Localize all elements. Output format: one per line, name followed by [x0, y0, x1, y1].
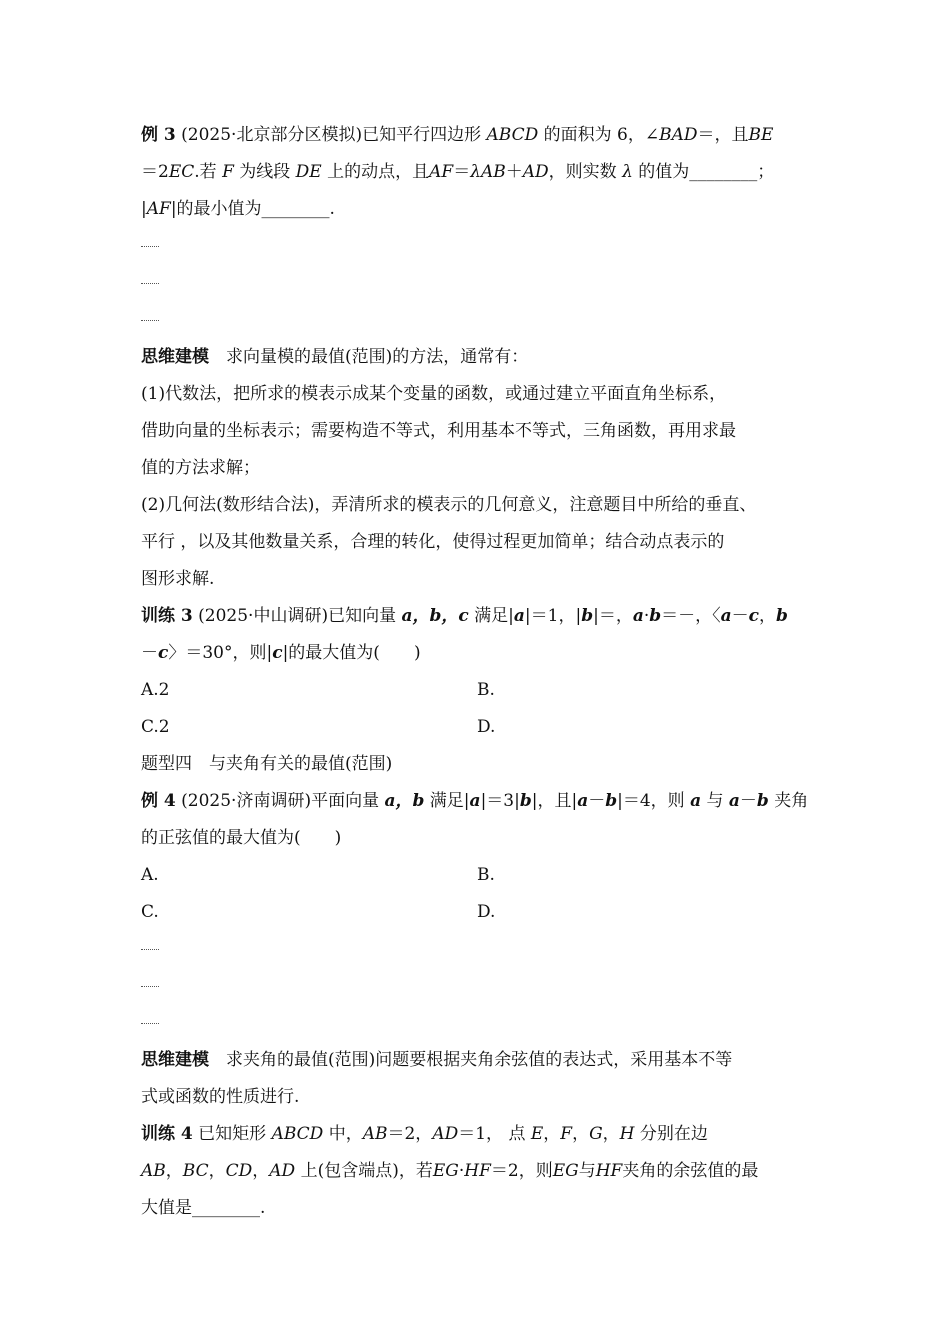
text: － [731, 606, 749, 626]
options-row [141, 709, 813, 746]
math-var: BC [182, 1161, 209, 1181]
example-3-label: 例 3 [141, 125, 176, 145]
model-2-line-2: 式或函数的性质进行. [141, 1087, 300, 1107]
math-var: a [632, 606, 644, 626]
text: － [588, 791, 606, 811]
text: ＝，且 [697, 125, 749, 145]
model-2-line-1 [141, 1042, 813, 1079]
example-4-line-1 [141, 783, 813, 820]
math-var: AF [146, 199, 171, 219]
math-var: H [619, 1124, 635, 1144]
math-var: b [756, 791, 769, 811]
text: .若 [194, 162, 223, 182]
section-title: 题型四 与夹角有关的最值(范围) [141, 754, 393, 774]
training-label: 训练 4 [141, 1124, 193, 1144]
text: |＝， [593, 606, 633, 626]
math-var: b [776, 606, 788, 626]
option-a: A. [141, 865, 159, 885]
text: 与 [578, 1161, 596, 1181]
math-var: E [530, 1124, 544, 1144]
options-row [141, 857, 813, 894]
math-var: EG [432, 1161, 459, 1181]
text: 分别在边 [634, 1124, 708, 1144]
text: 的面积为 6，∠ [538, 125, 660, 145]
text: 夹角的余弦值的最 [622, 1161, 759, 1181]
math-var: a，b，c [401, 606, 469, 626]
math-var: ABCD [486, 125, 539, 145]
math-var: AD [432, 1124, 459, 1144]
option-d: D. [477, 902, 496, 922]
example-3-line-2 [141, 154, 813, 191]
math-var: F [560, 1124, 573, 1144]
math-var: AD [269, 1161, 296, 1181]
example-3-line-3 [141, 191, 813, 228]
text: ＝2 [141, 162, 169, 182]
math-var: b [519, 791, 532, 811]
text: ， [759, 606, 777, 626]
dotted-line [141, 931, 813, 968]
text: － [141, 643, 158, 663]
text: ， [252, 1161, 270, 1181]
text: 〉＝30°，则| [168, 643, 273, 663]
math-var: HF [464, 1161, 491, 1181]
text: 平面向量 [311, 791, 385, 811]
option-c: C. [141, 902, 159, 922]
model-label: 思维建模 [141, 1050, 209, 1070]
text: ＝2，则 [490, 1161, 553, 1181]
option-a: A.2 [141, 680, 170, 700]
math-var: a [720, 606, 732, 626]
math-var: λAB [470, 162, 506, 182]
math-var: DE [295, 162, 322, 182]
text: 中， [323, 1124, 363, 1144]
math-var: BE [748, 125, 774, 145]
model-1-para: 借助向量的坐标表示；需要构造不等式，利用基本不等式，三角函数，再用求最 [141, 421, 736, 441]
math-var: ABCD [271, 1124, 324, 1144]
text: ＋ [505, 162, 523, 182]
dotted-line [141, 968, 813, 1005]
text: ＝2， [387, 1124, 433, 1144]
text: |＝4，则 [617, 791, 691, 811]
text: |＝1，| [524, 606, 582, 626]
training-3-line-1 [141, 598, 813, 635]
text: |，且| [531, 791, 578, 811]
model-1-para: 平行 ，以及其他数量关系，合理的转化，使得过程更加简单；结合动点表示的 [141, 532, 725, 552]
document-page [141, 117, 813, 1227]
text: ＝ [453, 162, 471, 182]
text: 已知矩形 [192, 1124, 272, 1144]
math-var: EG [552, 1161, 579, 1181]
training-source: (2025·中山调研) [192, 606, 329, 626]
math-var: G [589, 1124, 603, 1144]
math-var: AB [141, 1161, 166, 1181]
math-var: b [581, 606, 594, 626]
text: 与 [701, 791, 729, 811]
dotted-line [141, 228, 813, 265]
math-var: a [513, 606, 525, 626]
math-var: CD [225, 1161, 253, 1181]
options-row [141, 894, 813, 931]
text: 上(包含端点)，若 [295, 1161, 433, 1181]
text: ， [165, 1161, 183, 1181]
text: － [739, 791, 757, 811]
text: |＝3| [480, 791, 520, 811]
text: | [141, 199, 147, 219]
example-4-source: (2025·济南调研) [175, 791, 312, 811]
math-var: AD [522, 162, 549, 182]
math-var: c [158, 643, 169, 663]
option-b: B. [477, 865, 495, 885]
math-var: AB [362, 1124, 388, 1144]
math-var: b [649, 606, 662, 626]
training-4-line-1 [141, 1116, 813, 1153]
math-var: c [272, 643, 283, 663]
model-label: 思维建模 [141, 347, 209, 367]
answer-blank: 的值为________； [632, 162, 775, 182]
text: · [643, 606, 650, 626]
text: 为线段 [233, 162, 296, 182]
dotted-line [141, 1005, 813, 1042]
math-var: a [469, 791, 481, 811]
math-var: F [222, 162, 234, 182]
math-var: a，b [384, 791, 425, 811]
text: 上的动点，且 [321, 162, 430, 182]
math-var: λ [622, 162, 633, 182]
example-3-line-1 [141, 117, 813, 154]
text: 满足| [424, 791, 470, 811]
text: ＝1， 点 [458, 1124, 531, 1144]
text: ， [543, 1124, 561, 1144]
model-1-para: 值的方法求解； [141, 458, 260, 478]
text: 满足| [468, 606, 514, 626]
math-var: a [728, 791, 740, 811]
math-var: a [577, 791, 589, 811]
example-4-label: 例 4 [141, 791, 176, 811]
math-var: EC [168, 162, 195, 182]
math-var: BAD [659, 125, 698, 145]
text: 夹角 [768, 791, 809, 811]
model-1-intro [141, 339, 813, 376]
training-3-line-2 [141, 635, 813, 672]
option-d: D. [477, 717, 496, 737]
dotted-line [141, 265, 813, 302]
option-b: B. [477, 680, 495, 700]
text: · [458, 1161, 465, 1181]
text: 求夹角的最值(范围)问题要根据夹角余弦值的表达式，采用基本不等 [209, 1050, 733, 1070]
text: 已知平行四边形 [362, 125, 487, 145]
training-label: 训练 3 [141, 606, 193, 626]
text: |的最大值为( ) [282, 643, 421, 663]
text: ，则实数 [548, 162, 623, 182]
options-row [141, 672, 813, 709]
math-var: b [605, 791, 618, 811]
text: ＝－，〈 [661, 606, 721, 626]
example-3-source: (2025·北京部分区模拟) [181, 125, 363, 145]
text: 求向量模的最值(范围)的方法，通常有： [209, 347, 529, 367]
dotted-line [141, 302, 813, 339]
math-var: HF [595, 1161, 623, 1181]
text: ， [208, 1161, 226, 1181]
training-4-line-3: 大值是________. [141, 1198, 266, 1218]
math-var: c [748, 606, 760, 626]
model-1-para: (1)代数法，把所求的模表示成某个变量的函数，或通过建立平面直角坐标系， [141, 384, 727, 404]
option-c: C.2 [141, 717, 170, 737]
model-1-para: 图形求解. [141, 569, 215, 589]
math-var: a [690, 791, 702, 811]
text: 已知向量 [328, 606, 402, 626]
model-1-para: (2)几何法(数形结合法)，弄清所求的模表示的几何意义，注意题目中所给的垂直、 [141, 495, 757, 515]
answer-blank: |的最小值为________. [170, 199, 335, 219]
text: ， [572, 1124, 590, 1144]
math-var: AF [429, 162, 454, 182]
training-4-line-2 [141, 1153, 813, 1190]
example-4-line-2: 的正弦值的最大值为( ) [141, 828, 342, 848]
text: ， [602, 1124, 620, 1144]
